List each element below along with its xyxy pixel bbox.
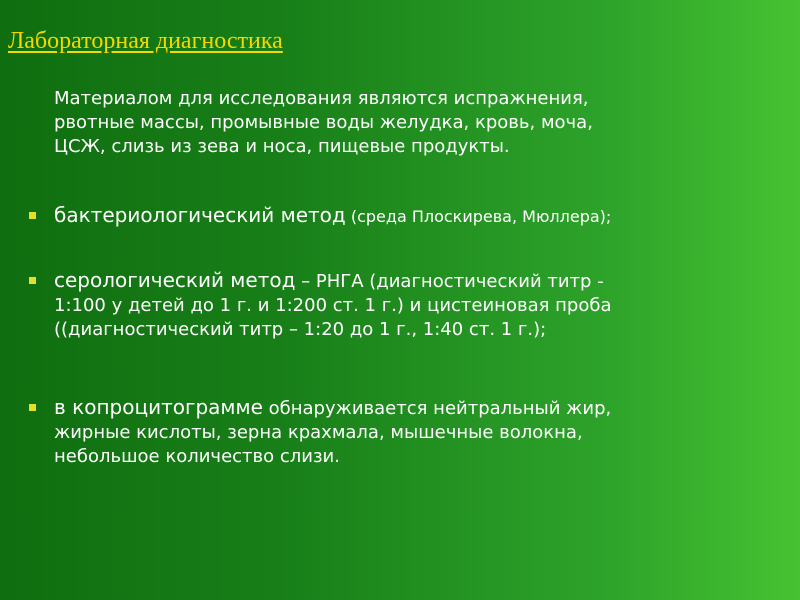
intro-paragraph: Материалом для исследования являются испражнения, рвотные массы, промывные воды желудка, кровь, моча, ЦСЖ, слизь из зева и носа, пищевые продукты. (54, 88, 593, 157)
bullet-coprocytogram (54, 395, 784, 469)
bullet-lead: серологический метод (54, 268, 296, 292)
bullet-marker-icon (29, 212, 36, 219)
bullet-lead: бактериологический метод (54, 203, 346, 227)
bullet-serological-method (54, 268, 784, 342)
bullet-bacteriological-method (54, 203, 784, 229)
bullet-marker-icon (29, 277, 36, 284)
bullet-lead: в копроцитограмме (54, 395, 263, 419)
slide-title: Лабораторная диагностика (8, 28, 283, 54)
bullet-marker-icon (29, 404, 36, 411)
bullet-detail: (среда Плоскирева, Мюллера); (345, 207, 612, 226)
bullet-detail: – РНГА (диагностический титр - 1:100 у детей до 1 г. и 1:200 ст. 1 г.) и цистеиновая проба ((диагностический титр – 1:20 до 1 г., 1:40 ст. 1 г.); (54, 271, 612, 340)
bullet-detail: обнаруживается нейтральный жир, жирные кислоты, зерна крахмала, мышечные волокна, небольшое количество слизи. (54, 398, 612, 467)
